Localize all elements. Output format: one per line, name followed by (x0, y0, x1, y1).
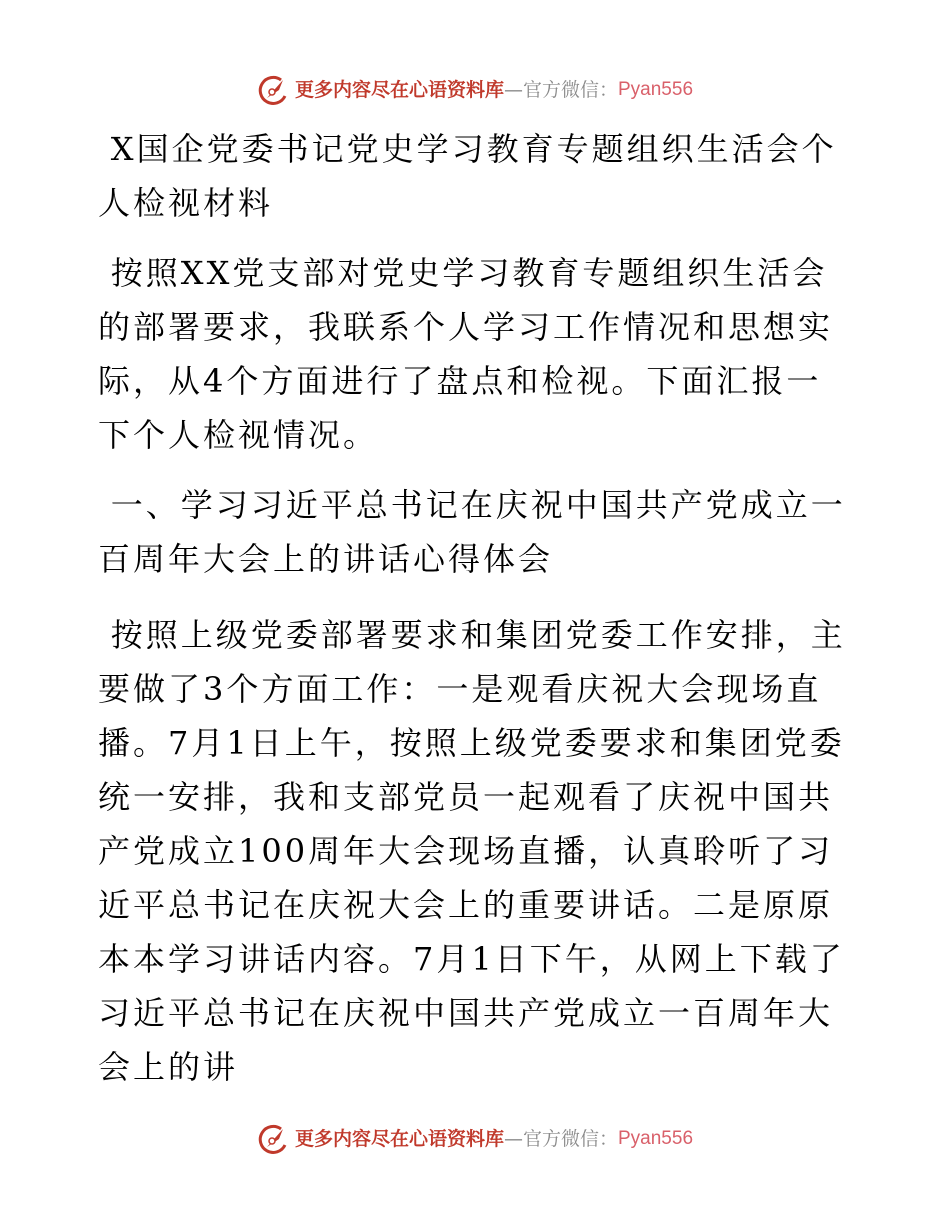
watermark-wechat-id: Pyan556 (618, 79, 694, 100)
watermark-dash: — (503, 79, 523, 101)
paragraph-section-1: 按照上级党委部署要求和集团党委工作安排，主要做了3个方面工作：一是观看庆祝大会现场直播。7月1日上午，按照上级党委要求和集团党委统一安排，我和支部党员一起观看了庆祝中国共产党成立100周年大会现场直播，认真聆听了习近平总书记在庆祝大会上的重要讲话。二是原原本本学习讲话内容。7月1日下午，从网上下载了习近平总书记在庆祝中国共产党成立一百周年大会上的讲 (98, 616, 846, 1086)
watermark-label: 官方微信： (522, 1128, 618, 1150)
watermark-wechat-id: Pyan556 (618, 1128, 694, 1149)
paragraph-intro: 按照XX党支部对党史学习教育专题组织生活会的部署要求，我联系个人学习工作情况和思想实际，从4个方面进行了盘点和检视。下面汇报一下个人检视情况。 (98, 254, 834, 454)
watermark-label: 官方微信： (522, 79, 618, 101)
section-heading-1: 一、学习习近平总书记在庆祝中国共产党成立一百周年大会上的讲话心得体会 (98, 486, 846, 578)
watermark-dash: — (503, 1128, 523, 1150)
document-title: X国企党委书记党史学习教育专题组织生活会个人检视材料 (98, 130, 837, 222)
watermark-banner-top (0, 74, 950, 106)
watermark-banner-bottom (0, 1123, 950, 1155)
watermark-main-text: 更多内容尽在心语资料库 (294, 79, 504, 101)
quill-pen-circle-icon (257, 1123, 291, 1155)
watermark-main-text: 更多内容尽在心语资料库 (294, 1128, 504, 1150)
quill-pen-circle-icon (257, 74, 291, 106)
document-body (98, 122, 854, 1110)
